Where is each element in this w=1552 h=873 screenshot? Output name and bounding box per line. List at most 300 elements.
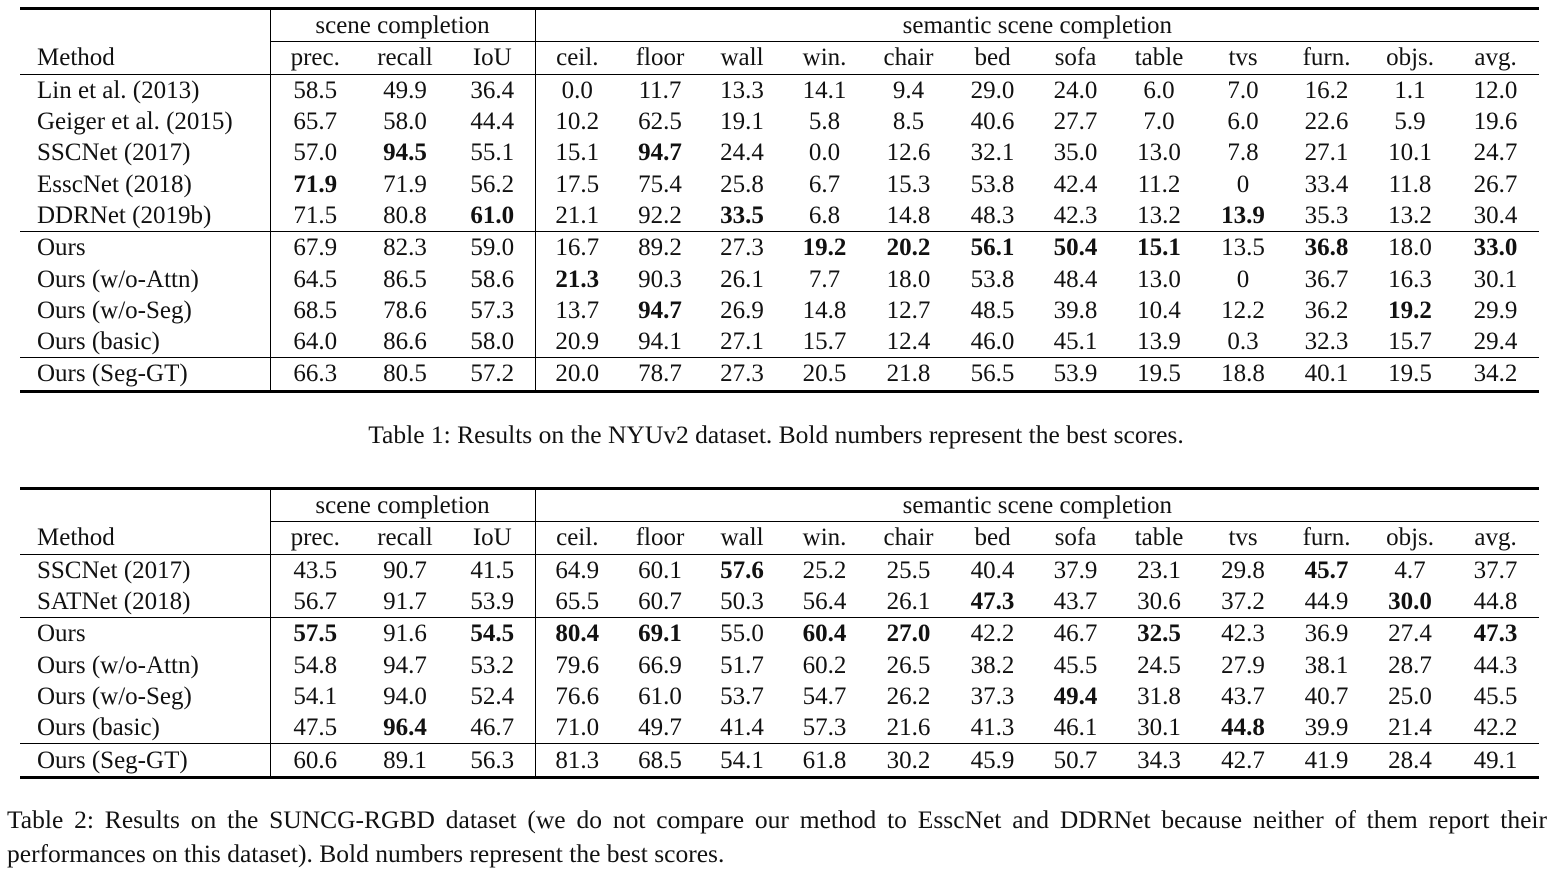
- column-header: Method: [20, 42, 270, 74]
- table-cell: 54.1: [701, 744, 783, 777]
- table-cell: 19.5: [1117, 358, 1201, 391]
- table-cell: 19.2: [783, 232, 866, 264]
- table-cell: 14.8: [886, 201, 931, 229]
- table-cell: 8.5: [892, 108, 925, 136]
- table-cell: 30.1: [1137, 714, 1181, 742]
- table-cell: 27.1: [720, 328, 764, 356]
- method-name: Ours (Seg-GT): [20, 358, 270, 391]
- column-header: ceil.: [535, 522, 619, 554]
- column-header: floor: [619, 522, 701, 554]
- table-cell: 76.6: [555, 682, 600, 710]
- table-cell: 59.0: [450, 232, 535, 264]
- table-row: [20, 106, 1539, 137]
- table-cell: 45.1: [1053, 328, 1098, 356]
- table-cell: 33.0: [1452, 232, 1539, 264]
- column-header: tvs: [1201, 42, 1285, 74]
- table-cell: 60.7: [638, 588, 682, 616]
- table-cell: 6.7: [808, 170, 841, 198]
- table-cell: 57.6: [720, 556, 764, 584]
- table-cell: 36.4: [450, 74, 535, 106]
- table-cell: 30.1: [1473, 265, 1518, 293]
- table-row: [20, 74, 1539, 106]
- table-cell: 12.6: [886, 139, 931, 167]
- table-cell: 11.8: [1388, 170, 1432, 198]
- table-cell: 94.1: [638, 328, 682, 356]
- table-cell: 1.1: [1394, 76, 1426, 104]
- table-cell: 5.8: [808, 108, 841, 136]
- table-cell: 41.9: [1285, 744, 1368, 777]
- table-cell: 29.4: [1473, 328, 1518, 356]
- table-cell: 10.1: [1388, 139, 1432, 167]
- table-cell: 43.7: [1053, 588, 1098, 616]
- table-cell: 26.7: [1473, 170, 1518, 198]
- table-cell: 50.4: [1034, 232, 1117, 264]
- table-cell: 54.7: [802, 682, 847, 710]
- table-cell: 13.0: [1137, 265, 1181, 293]
- table-cell: 19.5: [1368, 358, 1452, 391]
- group-semantic-scene-completion: semantic scene completion: [535, 9, 1539, 42]
- table-cell: 57.2: [450, 358, 535, 391]
- table1-caption: Table 1: Results on the NYUv2 dataset. Bold numbers represent the best scores.: [368, 420, 1184, 449]
- table-cell: 29.9: [1473, 296, 1518, 324]
- table-cell: 15.1: [1117, 232, 1201, 264]
- column-header: table: [1117, 42, 1201, 74]
- group-header-blank: [20, 489, 270, 522]
- table-cell: 31.8: [1137, 682, 1181, 710]
- table-cell: 40.1: [1285, 358, 1368, 391]
- table-cell: 68.5: [293, 296, 338, 324]
- table-cell: 96.4: [383, 714, 427, 742]
- group-semantic-scene-completion: semantic scene completion: [535, 489, 1539, 522]
- table-cell: 7.0: [1227, 76, 1259, 104]
- table-cell: 56.1: [951, 232, 1034, 264]
- table-cell: 80.8: [383, 201, 427, 229]
- table-cell: 49.1: [1452, 744, 1539, 777]
- table-cell: 13.3: [720, 76, 764, 104]
- table-cell: 94.5: [383, 139, 427, 167]
- table-cell: 35.3: [1304, 201, 1349, 229]
- table-cell: 75.4: [638, 170, 682, 198]
- table-cell: 64.0: [293, 328, 338, 356]
- table-cell: 41.3: [970, 714, 1015, 742]
- group-header-blank: [20, 9, 270, 42]
- table-cell: 7.8: [1227, 139, 1259, 167]
- column-header: objs.: [1368, 42, 1452, 74]
- table-cell: 20.0: [535, 358, 619, 391]
- column-header: avg.: [1452, 522, 1539, 554]
- table-cell: 32.1: [970, 139, 1015, 167]
- table-cell: 71.5: [293, 201, 338, 229]
- table-cell: 57.3: [450, 295, 535, 326]
- table-cell: 52.4: [450, 681, 535, 712]
- table-row: [20, 168, 1539, 199]
- table-cell: 90.3: [638, 265, 682, 293]
- table-cell: 39.9: [1304, 714, 1349, 742]
- table-cell: 68.5: [619, 744, 701, 777]
- table-cell: 61.0: [450, 200, 535, 232]
- table-cell: 71.0: [555, 714, 600, 742]
- table-cell: 19.1: [720, 108, 764, 136]
- column-header: objs.: [1368, 522, 1452, 554]
- column-header: tvs: [1201, 522, 1285, 554]
- table-cell: 47.3: [970, 588, 1015, 616]
- table-cell: 32.5: [1117, 618, 1201, 650]
- table-cell: 42.2: [1473, 714, 1518, 742]
- column-header: IoU: [450, 42, 535, 74]
- table-cell: 78.7: [619, 358, 701, 391]
- table-cell: 23.1: [1137, 556, 1181, 584]
- table2-caption: Table 2: Results on the SUNCG-RGBD dataset (we do not compare our method to EsscNet and DDRNet because neither of them report their performances on this dataset). Bold numbers represent the best scores.: [7, 805, 1547, 868]
- table-cell: 40.6: [970, 108, 1015, 136]
- table-cell: 44.8: [1473, 588, 1518, 616]
- table-cell: 15.7: [1388, 328, 1432, 356]
- table-cell: 66.9: [638, 651, 682, 679]
- table-cell: 40.7: [1304, 682, 1349, 710]
- table-cell: 18.8: [1201, 358, 1285, 391]
- group-scene-completion: scene completion: [270, 489, 535, 522]
- column-header: furn.: [1285, 42, 1368, 74]
- group-header-row: [20, 9, 1539, 42]
- column-header: win.: [783, 42, 866, 74]
- table-cell: 57.3: [802, 714, 847, 742]
- method-name: SSCNet (2017): [20, 137, 270, 168]
- table-cell: 34.3: [1117, 744, 1201, 777]
- table-cell: 53.7: [720, 682, 764, 710]
- table-cell: 50.7: [1034, 744, 1117, 777]
- column-header: Method: [20, 522, 270, 554]
- table-cell: 94.7: [638, 139, 682, 167]
- table-cell: 20.2: [866, 232, 951, 264]
- table-cell: 21.8: [866, 358, 951, 391]
- table-cell: 36.8: [1285, 232, 1368, 264]
- table-cell: 12.7: [886, 296, 931, 324]
- table-cell: 13.0: [1137, 139, 1181, 167]
- table-cell: 42.3: [1201, 618, 1285, 650]
- column-header: wall: [701, 522, 783, 554]
- table-cell: 94.7: [638, 296, 682, 324]
- results-table: [20, 487, 1539, 779]
- table-cell: 53.8: [970, 170, 1015, 198]
- table-row: [20, 232, 1539, 264]
- table-cell: 27.1: [1304, 139, 1349, 167]
- table-cell: 27.4: [1368, 618, 1452, 650]
- table-cell: 20.5: [783, 358, 866, 391]
- table-cell: 6.0: [1227, 108, 1259, 136]
- table-cell: 4.7: [1394, 556, 1426, 584]
- table-cell: 24.5: [1137, 651, 1181, 679]
- table-cell: 53.9: [450, 586, 535, 618]
- table-cell: 58.0: [450, 326, 535, 358]
- table-cell: 60.1: [638, 556, 682, 584]
- table-cell: 18.0: [886, 265, 931, 293]
- table-cell: 91.6: [360, 618, 450, 650]
- table-cell: 54.5: [450, 618, 535, 650]
- table-cell: 45.9: [951, 744, 1034, 777]
- table-cell: 60.4: [783, 618, 866, 650]
- method-name: DDRNet (2019b): [20, 200, 270, 232]
- table-cell: 21.1: [555, 201, 600, 229]
- column-header: recall: [360, 522, 450, 554]
- table-cell: 69.1: [619, 618, 701, 650]
- table-cell: 55.1: [450, 137, 535, 168]
- table-cell: 28.7: [1388, 651, 1432, 679]
- table-cell: 26.1: [886, 588, 931, 616]
- table-cell: 53.2: [450, 649, 535, 680]
- table-cell: 15.3: [886, 170, 931, 198]
- table-cell: 9.4: [892, 76, 925, 104]
- table-cell: 27.3: [701, 232, 783, 264]
- table-cell: 26.5: [886, 651, 931, 679]
- table-row: [20, 586, 1539, 618]
- table-cell: 6.0: [1143, 76, 1175, 104]
- table-cell: 30.4: [1473, 201, 1518, 229]
- table-cell: 67.9: [270, 232, 360, 264]
- method-name: EsscNet (2018): [20, 168, 270, 199]
- column-header: furn.: [1285, 522, 1368, 554]
- table-cell: 94.0: [383, 682, 427, 710]
- table-cell: 49.7: [638, 714, 682, 742]
- column-header-row: [20, 42, 1539, 74]
- table-cell: 58.5: [293, 76, 338, 104]
- table-cell: 25.8: [720, 170, 764, 198]
- table-cell: 53.8: [970, 265, 1015, 293]
- table-cell: 50.3: [720, 588, 764, 616]
- table-cell: 42.7: [1201, 744, 1285, 777]
- table-cell: 44.9: [1304, 588, 1349, 616]
- table-cell: 26.1: [720, 265, 764, 293]
- results-table-suncg: [20, 487, 1539, 779]
- table-cell: 53.9: [1034, 358, 1117, 391]
- table-cell: 41.5: [450, 554, 535, 586]
- table-cell: 55.0: [701, 618, 783, 650]
- table-cell: 71.9: [383, 170, 427, 198]
- table-row: [20, 295, 1539, 326]
- table-cell: 13.9: [1221, 201, 1265, 229]
- table-cell: 13.2: [1388, 201, 1432, 229]
- table-cell: 45.7: [1304, 556, 1349, 584]
- method-name: Ours (basic): [20, 712, 270, 744]
- method-name: Geiger et al. (2015): [20, 106, 270, 137]
- table-cell: 44.8: [1221, 714, 1265, 742]
- table-cell: 0: [1236, 170, 1250, 198]
- table-cell: 58.0: [383, 108, 427, 136]
- table-cell: 19.6: [1473, 108, 1518, 136]
- table-cell: 47.3: [1452, 618, 1539, 650]
- table-cell: 81.3: [535, 744, 619, 777]
- table-cell: 37.2: [1221, 588, 1265, 616]
- table-cell: 15.1: [555, 139, 600, 167]
- table-cell: 46.1: [1053, 714, 1098, 742]
- table-cell: 56.7: [293, 588, 338, 616]
- table-cell: 39.8: [1053, 296, 1098, 324]
- table-cell: 42.3: [1053, 201, 1098, 229]
- table-cell: 30.0: [1388, 588, 1432, 616]
- column-header: avg.: [1452, 42, 1539, 74]
- column-header: chair: [866, 42, 951, 74]
- table-cell: 11.2: [1137, 170, 1181, 198]
- table-cell: 27.7: [1053, 108, 1098, 136]
- table-cell: 12.4: [886, 328, 931, 356]
- table-cell: 36.9: [1285, 618, 1368, 650]
- table-cell: 12.0: [1473, 76, 1518, 104]
- table-cell: 60.6: [270, 744, 360, 777]
- table-cell: 0.0: [808, 139, 841, 167]
- column-header: win.: [783, 522, 866, 554]
- column-header: bed: [951, 42, 1034, 74]
- table-cell: 36.7: [1304, 265, 1349, 293]
- table-cell: 56.4: [802, 588, 847, 616]
- table-cell: 12.2: [1221, 296, 1265, 324]
- table-cell: 71.9: [293, 170, 338, 198]
- table-cell: 29.0: [970, 76, 1015, 104]
- table-cell: 92.2: [638, 201, 682, 229]
- table-cell: 61.0: [638, 682, 682, 710]
- table-row: [20, 618, 1539, 650]
- method-name: SATNet (2018): [20, 586, 270, 618]
- table-cell: 61.8: [783, 744, 866, 777]
- table-cell: 25.0: [1388, 682, 1432, 710]
- table-cell: 58.6: [450, 263, 535, 294]
- table-cell: 48.4: [1053, 265, 1098, 293]
- method-name: Ours (w/o-Attn): [20, 649, 270, 680]
- table-cell: 13.5: [1201, 232, 1285, 264]
- method-name: Ours (Seg-GT): [20, 744, 270, 777]
- table-cell: 18.0: [1368, 232, 1452, 264]
- table-cell: 90.7: [383, 556, 427, 584]
- table-cell: 37.9: [1053, 556, 1098, 584]
- column-header: prec.: [270, 522, 360, 554]
- table-cell: 0.3: [1227, 328, 1259, 356]
- table-cell: 10.2: [555, 108, 600, 136]
- table-cell: 51.7: [720, 651, 764, 679]
- table-cell: 13.2: [1137, 201, 1181, 229]
- table-row: [20, 744, 1539, 777]
- table-cell: 86.5: [383, 265, 427, 293]
- method-name: Ours (w/o-Seg): [20, 295, 270, 326]
- table-cell: 56.5: [951, 358, 1034, 391]
- table-cell: 44.4: [450, 106, 535, 137]
- table-cell: 25.5: [886, 556, 931, 584]
- table-cell: 17.5: [555, 170, 600, 198]
- table-cell: 22.6: [1304, 108, 1349, 136]
- column-header: floor: [619, 42, 701, 74]
- table-cell: 26.9: [720, 296, 764, 324]
- table-cell: 5.9: [1394, 108, 1426, 136]
- table-row: [20, 554, 1539, 586]
- table-cell: 36.2: [1304, 296, 1349, 324]
- table-cell: 6.8: [808, 201, 841, 229]
- table-cell: 78.6: [383, 296, 427, 324]
- table-cell: 80.4: [535, 618, 619, 650]
- table-cell: 89.1: [360, 744, 450, 777]
- table-cell: 65.5: [555, 588, 600, 616]
- table-cell: 57.0: [293, 139, 338, 167]
- column-header: wall: [701, 42, 783, 74]
- table-cell: 44.3: [1473, 651, 1518, 679]
- table-cell: 16.7: [535, 232, 619, 264]
- table-cell: 42.2: [951, 618, 1034, 650]
- table-cell: 28.4: [1368, 744, 1452, 777]
- table-cell: 57.5: [270, 618, 360, 650]
- table-cell: 64.9: [555, 556, 600, 584]
- table-cell: 24.0: [1053, 76, 1098, 104]
- method-name: Ours (w/o-Seg): [20, 681, 270, 712]
- table-cell: 49.9: [383, 76, 427, 104]
- method-name: Ours (w/o-Attn): [20, 263, 270, 294]
- table-cell: 24.7: [1473, 139, 1518, 167]
- table-cell: 38.1: [1304, 651, 1349, 679]
- table-cell: 42.4: [1053, 170, 1098, 198]
- table-cell: 21.4: [1388, 714, 1432, 742]
- results-table: [20, 7, 1539, 393]
- table-cell: 30.2: [866, 744, 951, 777]
- table-cell: 66.3: [270, 358, 360, 391]
- results-table-nyuv2: [20, 7, 1539, 393]
- table-cell: 46.7: [450, 712, 535, 744]
- table-cell: 10.4: [1137, 296, 1181, 324]
- table-cell: 48.5: [970, 296, 1015, 324]
- table-row: [20, 137, 1539, 168]
- table-cell: 27.3: [701, 358, 783, 391]
- table-cell: 29.8: [1221, 556, 1265, 584]
- table-cell: 16.2: [1304, 76, 1349, 104]
- table-row: [20, 681, 1539, 712]
- table-cell: 33.4: [1304, 170, 1349, 198]
- table-cell: 7.7: [808, 265, 841, 293]
- column-header-row: [20, 522, 1539, 554]
- table-row: [20, 358, 1539, 391]
- table-row: [20, 649, 1539, 680]
- table-cell: 19.2: [1388, 296, 1432, 324]
- method-name: Ours (basic): [20, 326, 270, 358]
- table-cell: 65.7: [293, 108, 338, 136]
- table-cell: 45.5: [1473, 682, 1518, 710]
- table-cell: 20.9: [555, 328, 600, 356]
- method-name: Ours: [20, 618, 270, 650]
- table-cell: 24.4: [720, 139, 764, 167]
- table-cell: 40.4: [970, 556, 1015, 584]
- column-header: IoU: [450, 522, 535, 554]
- table-cell: 43.5: [293, 556, 338, 584]
- method-name: SSCNet (2017): [20, 554, 270, 586]
- table-cell: 26.2: [886, 682, 931, 710]
- column-header: table: [1117, 522, 1201, 554]
- column-header: recall: [360, 42, 450, 74]
- column-header: ceil.: [535, 42, 619, 74]
- table-cell: 80.5: [360, 358, 450, 391]
- table-cell: 34.2: [1452, 358, 1539, 391]
- table-cell: 7.0: [1143, 108, 1175, 136]
- table-cell: 0: [1236, 265, 1250, 293]
- table-cell: 14.1: [802, 76, 847, 104]
- table-cell: 30.6: [1137, 588, 1181, 616]
- table-cell: 54.1: [293, 682, 338, 710]
- table-cell: 46.0: [970, 328, 1015, 356]
- method-name: Ours: [20, 232, 270, 264]
- column-header: sofa: [1034, 42, 1117, 74]
- table-cell: 27.0: [866, 618, 951, 650]
- method-name: Lin et al. (2013): [20, 74, 270, 106]
- table-cell: 94.7: [383, 651, 427, 679]
- table-cell: 37.7: [1473, 556, 1518, 584]
- column-header: sofa: [1034, 522, 1117, 554]
- table-cell: 14.8: [802, 296, 847, 324]
- table-row: [20, 712, 1539, 744]
- table-cell: 15.7: [802, 328, 847, 356]
- table-cell: 46.7: [1034, 618, 1117, 650]
- group-scene-completion: scene completion: [270, 9, 535, 42]
- table-cell: 16.3: [1388, 265, 1432, 293]
